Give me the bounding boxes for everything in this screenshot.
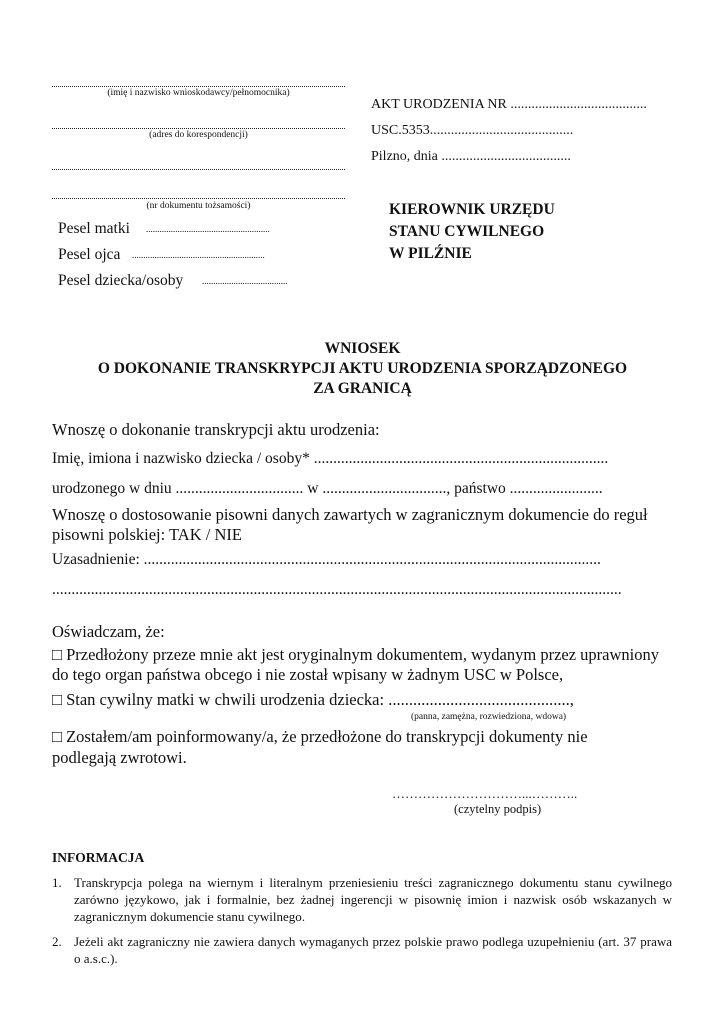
- child-name-field[interactable]: Imię, imiona i nazwisko dziecka / osoby* ............................................................................: [52, 450, 609, 467]
- declaration-heading: Oświadczam, że:: [52, 622, 165, 641]
- marital-status-caption: (panna, zamężna, rozwiedziona, wdowa): [411, 712, 567, 722]
- applicant-name-line[interactable]: [52, 86, 345, 87]
- request-intro: Wnoszę o dokonanie transkrypcji aktu urodzenia:: [52, 420, 380, 439]
- justification-continuation[interactable]: ...................................................................................................................................................: [52, 581, 622, 598]
- pesel-child-field[interactable]: ......................................: [202, 276, 288, 286]
- addressee-line-2: STANU CYWILNEGO: [389, 223, 545, 240]
- addressee-line-3: W PILŹNIE: [389, 245, 472, 262]
- declaration-item-no-return-line-2: podlegają zwrotowi.: [52, 748, 187, 767]
- info-item-number: 1.: [52, 875, 62, 890]
- addressee-line-1: KIEROWNIK URZĘDU: [389, 201, 555, 218]
- signature-caption: (czytelny podpis): [454, 802, 542, 816]
- address-caption: (adres do korespondencji): [149, 130, 248, 140]
- info-item-text: Transkrypcja polega na wiernym i literalnym przeniesieniu treści zagranicznego dokumentu stanu cywilnego zarówno językowo, jak i formalnie, bez żadnej ingerencji w pisownię imion i nazwisk osób wskazanych w zagranicznym dokumencie stanu cywilnego.: [74, 875, 672, 924]
- signature-field[interactable]: …………………………...………..: [392, 786, 578, 801]
- declaration-item-original-line-1[interactable]: □ Przedłożony przeze mnie akt jest oryginalnym dokumentem, wydanym przez uprawniony: [52, 645, 659, 664]
- title-line-3: ZA GRANICĄ: [313, 380, 412, 397]
- declaration-item-original-line-2: do tego organ państwa obcego i nie został wpisany w żadnym USC w Polsce,: [52, 665, 564, 684]
- usc-number-line[interactable]: USC.5353.........................................: [371, 123, 574, 138]
- birth-details-field[interactable]: urodzonego w dniu ................................. w ................................, państwo ........................: [52, 480, 603, 497]
- info-item-text: Jeżeli akt zagraniczny nie zawiera danych wymaganych przez polskie prawo podlega uzupełnieniu (art. 37 prawa o a.s.c.).: [74, 934, 672, 966]
- info-item-number: 2.: [52, 934, 62, 949]
- declaration-item-marital-status[interactable]: □ Stan cywilny matki w chwili urodzenia dziecka: ............................................,: [52, 690, 574, 709]
- title-line-1: WNIOSEK: [324, 340, 401, 357]
- pesel-mother-label: Pesel matki: [58, 220, 130, 237]
- info-item: [52, 874, 672, 925]
- place-date-line[interactable]: Pilzno, dnia .....................................: [371, 149, 571, 164]
- info-heading: INFORMACJA: [52, 850, 145, 865]
- address-line[interactable]: [52, 128, 345, 129]
- info-item: [52, 933, 672, 967]
- pesel-father-field[interactable]: ...........................................................: [132, 250, 265, 260]
- applicant-name-caption: (imię i nazwisko wnioskodawcy/pełnomocnika): [107, 88, 290, 98]
- address-line-2[interactable]: [52, 169, 345, 170]
- pesel-child-label: Pesel dziecka/osoby: [58, 272, 184, 289]
- title-line-2: O DOKONANIE TRANSKRYPCJI AKTU URODZENIA SPORZĄDZONEGO: [97, 360, 628, 377]
- akt-number-line[interactable]: AKT URODZENIA NR .......................................: [371, 97, 647, 112]
- id-document-caption: (nr dokumentu tożsamości): [146, 201, 251, 211]
- pesel-father-label: Pesel ojca: [58, 246, 121, 263]
- spelling-request-line-2[interactable]: pisowni polskiej: TAK / NIE: [52, 525, 242, 544]
- id-document-line[interactable]: [52, 198, 345, 199]
- pesel-mother-field[interactable]: .......................................................: [146, 224, 270, 234]
- declaration-item-no-return-line-1[interactable]: □ Zostałem/am poinformowany/a, że przedłożone do transkrypcji dokumenty nie: [52, 727, 588, 746]
- justification-field[interactable]: Uzasadnienie: ......................................................................................................................: [52, 551, 601, 568]
- spelling-request-line-1: Wnoszę o dostosowanie pisowni danych zawartych w zagranicznym dokumencie do reguł: [52, 505, 648, 524]
